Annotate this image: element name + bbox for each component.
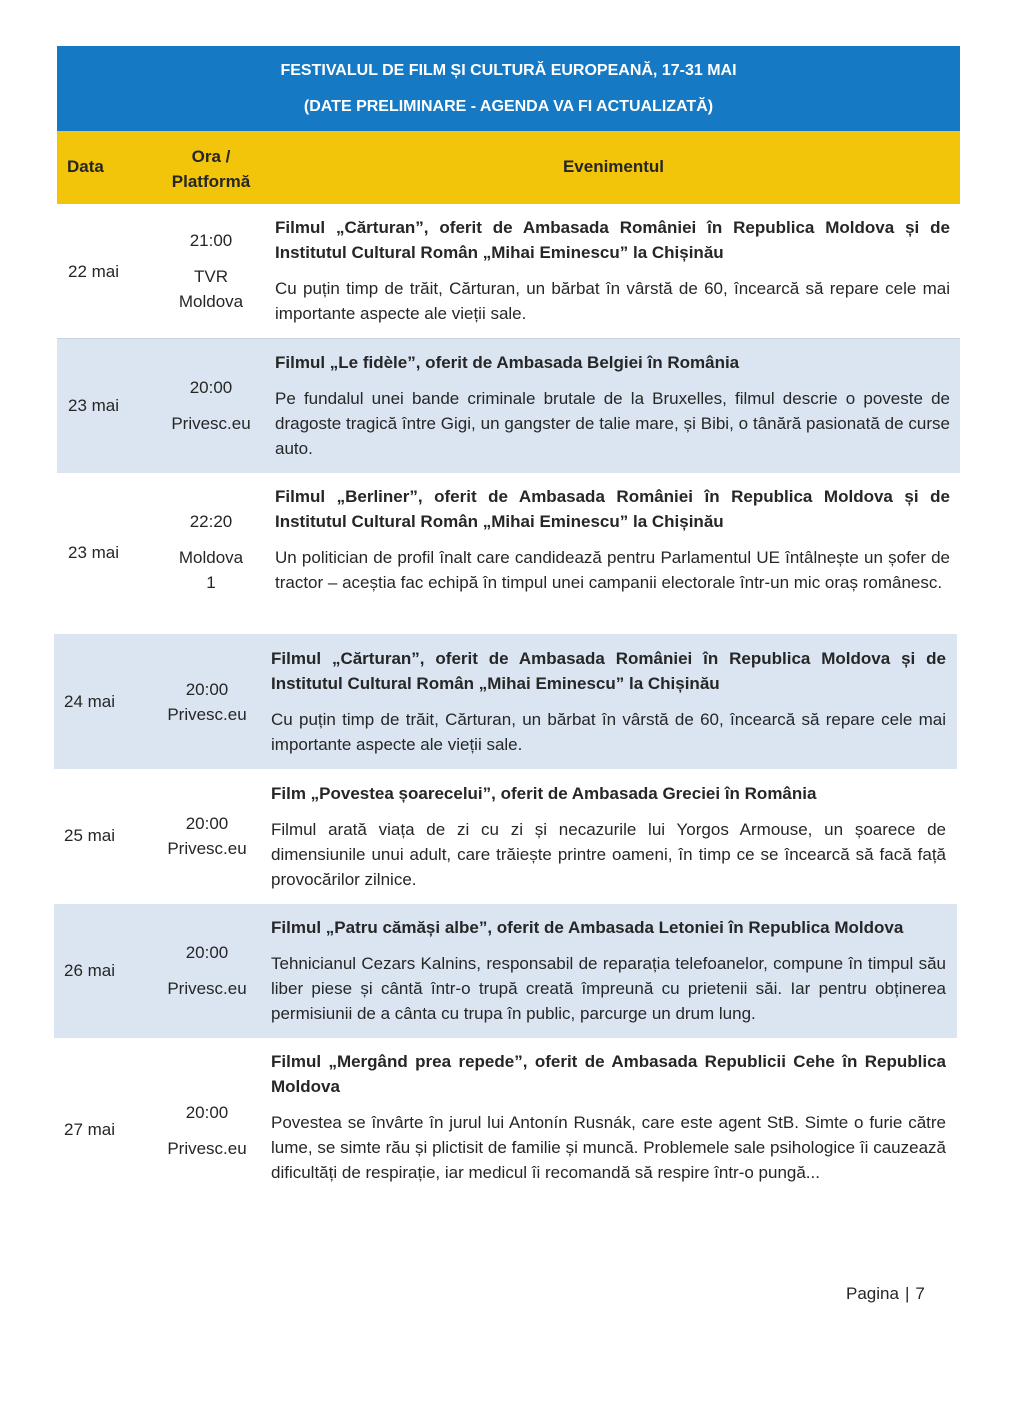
row-platform-line2: Moldova (178, 292, 244, 311)
header-date: Data (67, 157, 104, 176)
page-number: 7 (915, 1284, 925, 1303)
row-date: 26 mai (64, 961, 116, 980)
row-time-platform (157, 509, 265, 595)
banner-subtitle: (DATE PRELIMINARE - AGENDA VA FI ACTUALIZATĂ) (303, 98, 714, 115)
festival-banner (57, 46, 960, 131)
row-platform: Privesc.eu (167, 839, 247, 858)
event-description: Tehnicianul Cezars Kalnins, responsabil de reparația telefoanelor, compune în timpul său liber piese și cântă într-o trupă creată împreună cu prietenii săi. Iar pentru obținerea permisiunii de a cânta cu trupa în public, parcurge un drum lung. (271, 954, 946, 1023)
row-event (271, 781, 946, 892)
row-platform-line2: 1 (206, 573, 216, 592)
row-time: 21:00 (189, 231, 233, 250)
banner-title: FESTIVALUL DE FILM ȘI CULTURĂ EUROPEANĂ, 17-31 MAI (280, 62, 737, 79)
event-description: Un politician de profil înalt care candidează pentru Parlamentul UE întâlnește un șofer de tractor – aceștia fac echipă în timpul unei campanii electorale într-un mic oraș românesc. (275, 548, 950, 592)
table-row (57, 204, 960, 339)
header-event: Evenimentul (562, 157, 665, 176)
row-time: 20:00 (189, 378, 233, 397)
row-date: 27 mai (64, 1120, 116, 1139)
row-time-platform (153, 811, 261, 861)
row-event (271, 915, 946, 1026)
row-time: 20:00 (185, 814, 229, 833)
event-description: Povestea se învârte în jurul lui Antonín Rusnák, care este agent StB. Simte o furie către lume, se simte rău și plictisit de familie și muncă. Problemele sale psihologice îi cauzează dificultăți de respirație, iar medicul îi recomandă să respire într-o pungă... (271, 1113, 946, 1182)
row-time: 20:00 (185, 1103, 229, 1122)
header-time-line1: Ora / (191, 147, 231, 166)
row-platform: Privesc.eu (167, 705, 247, 724)
table-row (54, 634, 957, 769)
row-platform: TVR (194, 267, 228, 286)
event-description: Cu puțin timp de trăit, Cărturan, un bărbat în vârstă de 60, încearcă să repare cele mai importante aspecte ale vieții sale. (271, 710, 946, 754)
row-time-platform (157, 228, 265, 314)
row-platform: Privesc.eu (167, 1139, 247, 1158)
table-row (54, 904, 957, 1038)
row-time: 20:00 (185, 680, 229, 699)
row-date: 25 mai (64, 826, 116, 845)
event-title: Filmul „Berliner”, oferit de Ambasada României în Republica Moldova și de Institutul Cultural Român „Mihai Eminescu” la Chișinău (275, 487, 950, 531)
row-time-platform (153, 677, 261, 727)
row-date: 24 mai (64, 692, 116, 711)
row-time-platform (157, 375, 265, 436)
event-title: Filmul „Cărturan”, oferit de Ambasada României în Republica Moldova și de Institutul Cultural Român „Mihai Eminescu” la Chișinău (271, 649, 946, 693)
table-row (57, 473, 960, 633)
page-separator: | (904, 1284, 910, 1303)
event-title: Filmul „Cărturan”, oferit de Ambasada României în Republica Moldova și de Institutul Cultural Român „Mihai Eminescu” la Chișinău (275, 218, 950, 262)
event-description: Pe fundalul unei bande criminale brutale de la Bruxelles, filmul descrie o poveste de dragoste tragică între Gigi, un gangster de talie mare, și Bibi, o tânără pasionată de curse auto. (275, 389, 950, 458)
row-date: 22 mai (68, 262, 120, 281)
event-title: Filmul „Le fidèle”, oferit de Ambasada Belgiei în România (275, 353, 740, 372)
row-event (275, 350, 950, 461)
page-footer (846, 1284, 925, 1304)
row-event (271, 1049, 946, 1185)
row-platform: Privesc.eu (167, 979, 247, 998)
event-description: Filmul arată viața de zi cu zi și necazurile lui Yorgos Armouse, un șoarece de dimensiunile unui adult, care trăiește printre oameni, în timp ce se încearcă să facă față provocărilor zilnice. (271, 820, 946, 889)
page-label: Pagina (846, 1284, 899, 1303)
header-time-platform (157, 144, 265, 194)
event-title: Filmul „Mergând prea repede”, oferit de Ambasada Republicii Cehe în Republica Moldova (271, 1052, 946, 1096)
table-row (54, 769, 957, 904)
table-row (54, 1038, 957, 1223)
row-event (271, 646, 946, 757)
row-platform: Privesc.eu (171, 414, 251, 433)
table-row (57, 339, 960, 473)
event-description: Cu puțin timp de trăit, Cărturan, un bărbat în vârstă de 60, încearcă să repare cele mai importante aspecte ale vieții sale. (275, 279, 950, 323)
row-event (275, 484, 950, 595)
row-time-platform (153, 940, 261, 1001)
event-title: Filmul „Patru cămăși albe”, oferit de Ambasada Letoniei în Republica Moldova (271, 918, 904, 937)
event-title: Film „Povestea șoarecelui”, oferit de Ambasada Greciei în România (271, 784, 817, 803)
row-event (275, 215, 950, 326)
row-platform: Moldova (178, 548, 244, 567)
row-date: 23 mai (68, 396, 120, 415)
row-date: 23 mai (68, 543, 120, 562)
row-time-platform (153, 1100, 261, 1161)
row-time: 20:00 (185, 943, 229, 962)
header-time-line2: Platformă (171, 172, 251, 191)
table-header (57, 131, 960, 204)
row-time: 22:20 (189, 512, 233, 531)
